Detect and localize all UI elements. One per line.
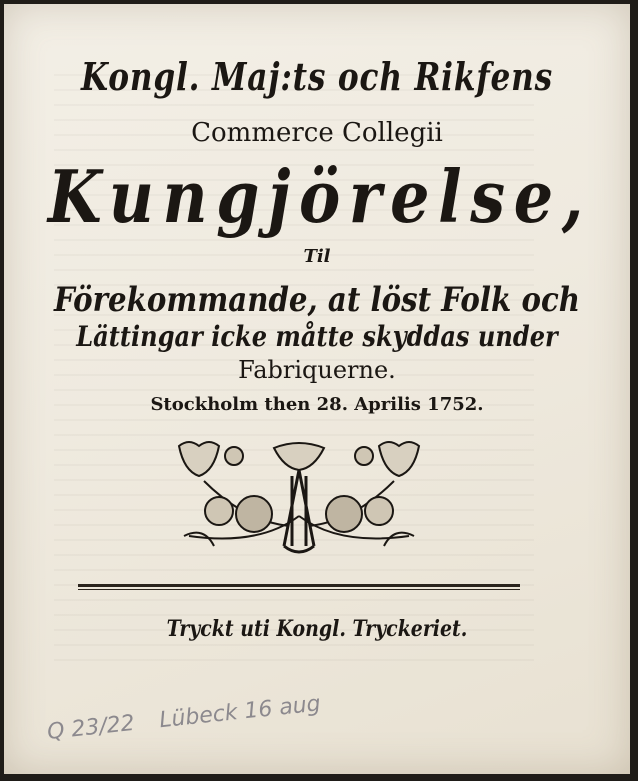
divider-rule xyxy=(78,584,520,587)
subtitle-line-3: Fabriquerne. xyxy=(238,356,396,384)
handwritten-annotation xyxy=(46,676,470,774)
subtitle-line-2: Lättingar icke måtte skyddas under xyxy=(76,320,558,353)
main-title: Kungjörelse, xyxy=(47,154,592,239)
scan-edge xyxy=(0,0,4,781)
floral-ornament xyxy=(164,436,434,566)
divider-rule-thin xyxy=(78,589,520,590)
place-date: Stockholm then 28. Aprilis 1752. xyxy=(150,394,484,415)
handwritten-shelfmark: Q 23/22 xyxy=(46,710,136,745)
printer-imprint: Tryckt uti Kongl. Tryckeriet. xyxy=(166,616,468,642)
handwritten-note: Lübeck 16 aug xyxy=(158,691,322,734)
subtitle-prefix: Til xyxy=(303,246,331,267)
subtitle-line-1: Förekommande, at löst Folk och xyxy=(53,280,581,320)
heading-line-2: Commerce Collegii xyxy=(191,118,443,148)
heading-line-1: Kongl. Maj:ts och Rikfens xyxy=(81,54,553,99)
title-page xyxy=(4,4,630,774)
